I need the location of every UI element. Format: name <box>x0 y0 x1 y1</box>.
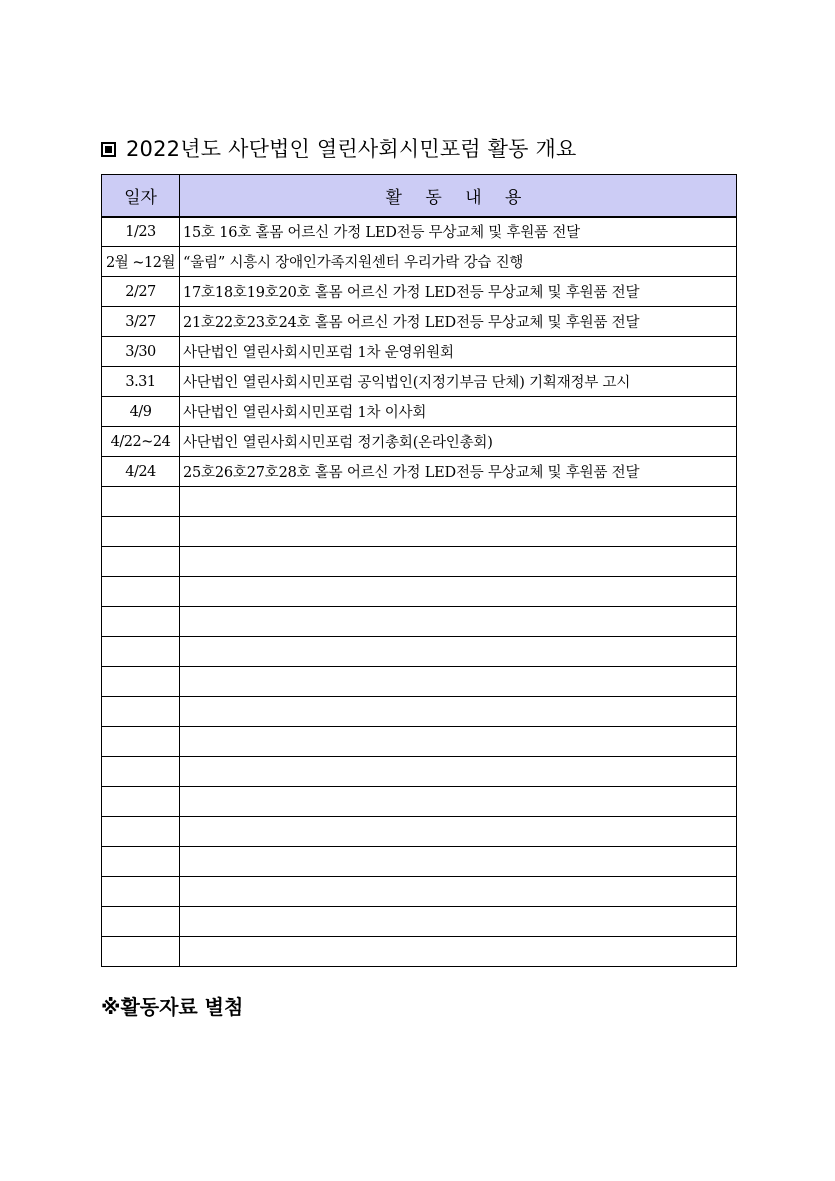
empty-content-cell <box>180 637 737 667</box>
table-row <box>102 247 737 277</box>
table-row <box>102 337 737 367</box>
table-row <box>102 457 737 487</box>
empty-content-cell <box>180 577 737 607</box>
table-row <box>102 217 737 247</box>
row-content: 21호22호23호24호 홀몸 어르신 가정 LED전등 무상교체 및 후원품 전달 <box>180 307 737 337</box>
table-row <box>102 307 737 337</box>
empty-date-cell <box>102 907 180 937</box>
empty-table-row <box>102 547 737 577</box>
empty-table-row <box>102 847 737 877</box>
empty-date-cell <box>102 877 180 907</box>
empty-content-cell <box>180 697 737 727</box>
row-content: “울림” 시흥시 장애인가족지원센터 우리가락 강습 진행 <box>180 247 737 277</box>
row-date: 3/27 <box>102 307 180 337</box>
row-content: 사단법인 열린사회시민포럼 1차 이사회 <box>180 397 737 427</box>
header-content: 활 동 내 용 <box>180 175 737 217</box>
document-title-text: 2022년도 사단법인 열린사회시민포럼 활동 개요 <box>126 137 577 161</box>
empty-table-row <box>102 757 737 787</box>
empty-table-row <box>102 607 737 637</box>
square-bullet-icon <box>101 142 116 157</box>
empty-table-row <box>102 787 737 817</box>
row-date: 2월 ~12월 <box>102 247 180 277</box>
empty-content-cell <box>180 607 737 637</box>
empty-content-cell <box>180 787 737 817</box>
table-row <box>102 427 737 457</box>
empty-date-cell <box>102 787 180 817</box>
row-date: 1/23 <box>102 217 180 247</box>
empty-date-cell <box>102 757 180 787</box>
footnote: ※활동자료 별첨 <box>101 995 244 1019</box>
table-row <box>102 397 737 427</box>
row-date: 3/30 <box>102 337 180 367</box>
empty-content-cell <box>180 907 737 937</box>
row-content: 사단법인 열린사회시민포럼 공익법인(지정기부금 단체) 기획재정부 고시 <box>180 367 737 397</box>
empty-date-cell <box>102 517 180 547</box>
table-body <box>102 217 737 967</box>
empty-content-cell <box>180 487 737 517</box>
empty-date-cell <box>102 847 180 877</box>
empty-table-row <box>102 517 737 547</box>
empty-date-cell <box>102 727 180 757</box>
row-content: 15호 16호 홀몸 어르신 가정 LED전등 무상교체 및 후원품 전달 <box>180 217 737 247</box>
table-row <box>102 367 737 397</box>
empty-content-cell <box>180 877 737 907</box>
row-content: 사단법인 열린사회시민포럼 정기총회(온라인총회) <box>180 427 737 457</box>
empty-table-row <box>102 877 737 907</box>
row-content: 사단법인 열린사회시민포럼 1차 운영위원회 <box>180 337 737 367</box>
empty-date-cell <box>102 637 180 667</box>
empty-date-cell <box>102 667 180 697</box>
empty-content-cell <box>180 547 737 577</box>
empty-date-cell <box>102 547 180 577</box>
document-title <box>101 133 577 163</box>
empty-content-cell <box>180 757 737 787</box>
empty-content-cell <box>180 727 737 757</box>
empty-table-row <box>102 577 737 607</box>
empty-date-cell <box>102 817 180 847</box>
row-date: 4/24 <box>102 457 180 487</box>
row-date: 3.31 <box>102 367 180 397</box>
empty-date-cell <box>102 577 180 607</box>
row-date: 4/9 <box>102 397 180 427</box>
row-content: 25호26호27호28호 홀몸 어르신 가정 LED전등 무상교체 및 후원품 전달 <box>180 457 737 487</box>
empty-table-row <box>102 637 737 667</box>
empty-table-row <box>102 817 737 847</box>
empty-content-cell <box>180 847 737 877</box>
empty-content-cell <box>180 817 737 847</box>
empty-table-row <box>102 907 737 937</box>
activity-table <box>101 174 737 967</box>
table-row <box>102 277 737 307</box>
empty-content-cell <box>180 517 737 547</box>
empty-date-cell <box>102 937 180 967</box>
empty-table-row <box>102 937 737 967</box>
empty-date-cell <box>102 697 180 727</box>
empty-content-cell <box>180 937 737 967</box>
row-date: 4/22~24 <box>102 427 180 457</box>
empty-date-cell <box>102 487 180 517</box>
empty-content-cell <box>180 667 737 697</box>
row-date: 2/27 <box>102 277 180 307</box>
empty-table-row <box>102 697 737 727</box>
empty-table-row <box>102 487 737 517</box>
empty-table-row <box>102 667 737 697</box>
table-header-row <box>102 175 737 217</box>
empty-date-cell <box>102 607 180 637</box>
empty-table-row <box>102 727 737 757</box>
row-content: 17호18호19호20호 홀몸 어르신 가정 LED전등 무상교체 및 후원품 전달 <box>180 277 737 307</box>
header-date: 일자 <box>102 175 180 217</box>
